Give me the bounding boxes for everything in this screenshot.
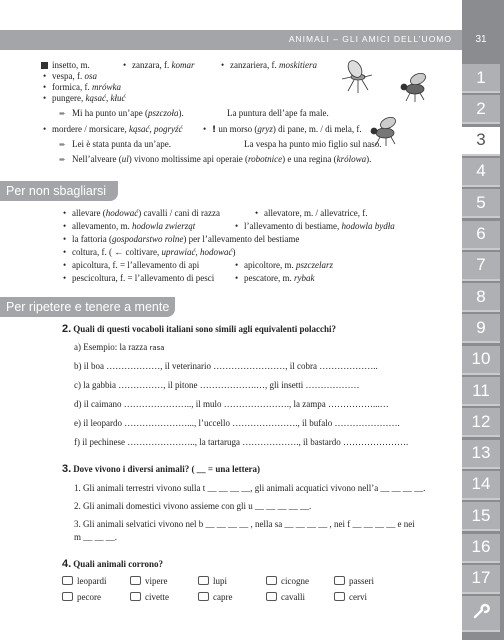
insects-illustration [320, 55, 450, 150]
animal-checkbox-option[interactable] [130, 592, 169, 602]
checkbox-label: capre [213, 592, 233, 602]
animal-checkbox-option[interactable] [334, 592, 367, 602]
animal-checkbox-option[interactable] [198, 576, 227, 586]
chapter-title: ANIMALI – GLI AMICI DELL’UOMO [288, 34, 452, 44]
vocab-row: insetto, m. • zanzara, f. komar • zanzariera, f. moskitiera [52, 60, 90, 71]
exclamation-icon: ! [212, 125, 217, 135]
checkbox-label: passeri [349, 576, 374, 586]
tab-chapter[interactable]: 13 [462, 440, 500, 469]
animal-checkbox-option[interactable] [198, 592, 232, 602]
wrench-icon [472, 602, 490, 625]
exercise-3-line[interactable]: m __ __ __. [74, 532, 118, 542]
checkbox[interactable] [198, 592, 209, 601]
checkbox[interactable] [334, 592, 345, 601]
section-title-per-ripetere: Per ripetere e tenere a mente [0, 297, 175, 317]
animal-checkbox-option[interactable] [130, 576, 168, 586]
chapter-tabs [462, 0, 504, 640]
exercise-2-example: a) Esempio: la razza rasa [74, 342, 165, 352]
checkbox-label: pecore [77, 592, 101, 602]
tab-chapter[interactable]: 4 [462, 158, 500, 187]
checkbox-label: cicogne [281, 576, 309, 586]
checkbox[interactable] [130, 592, 141, 601]
exercise-2-line[interactable]: b) il boa ………………, il veterinario ……………………, il cobra ……………….. [74, 361, 378, 371]
checkbox-label: cavalli [281, 592, 305, 602]
exercise-2-line[interactable]: f) il pechinese ………………….., la tartaruga ………………., il bastardo …………………. [74, 437, 409, 447]
animal-checkbox-option[interactable] [334, 576, 374, 586]
vocab-row: • vespa, f. osa [52, 71, 97, 82]
checkbox-label: cervi [349, 592, 367, 602]
checkbox[interactable] [62, 576, 73, 585]
tab-chapter[interactable]: 15 [462, 502, 500, 531]
vocab-row: • pungere, kąsać, kłuć [52, 93, 125, 104]
arrow-right-icon: ➨ [59, 109, 66, 118]
vocab-example: ➨ Nell’alveare (ul) vivono moltissime api operaie (robotnice) e una regina (królowa). [59, 154, 372, 164]
tab-chapter[interactable]: 11 [462, 377, 500, 406]
tab-chapter[interactable]: 8 [462, 283, 500, 312]
tab-chapter[interactable]: 7 [462, 252, 500, 281]
tab-chapter[interactable]: 14 [462, 471, 500, 500]
tab-chapter[interactable]: 6 [462, 221, 500, 250]
tab-chapter[interactable]: 5 [462, 189, 500, 218]
checkbox-label: leopardi [77, 576, 107, 586]
exercise-2-line[interactable]: e) il leopardo …………………..., l’uccello …………………., il bufalo …………………. [74, 418, 400, 428]
tab-chapter[interactable]: 9 [462, 314, 500, 343]
exercise-3-line[interactable]: 1. Gli animali terrestri vivono sulla t __ __ __ __, gli animali acquatici vivono nell’a __ __ __ __. [74, 483, 426, 493]
checkbox[interactable] [62, 592, 73, 601]
exercise-3-line[interactable]: 3. Gli animali selvatici vivono nel b __ __ __ __ , nella sa __ __ __ __ , nei f __ __ __ __ e nei [74, 519, 415, 529]
tab-chapter[interactable]: 3 [462, 127, 500, 156]
wasp-illustration [401, 71, 427, 102]
checkbox[interactable] [198, 576, 209, 585]
chapter-header-bar [0, 30, 462, 50]
animal-checkbox-option[interactable] [62, 576, 107, 586]
square-bullet-icon [41, 62, 48, 69]
mosquito-illustration [342, 58, 372, 93]
arrow-right-icon: ➨ [59, 155, 66, 164]
vocab-example: ➨ Lei è stata punta da un’ape. La vespa ha punto mio figlio sul naso. [59, 139, 382, 149]
tab-chapter[interactable]: 17 [462, 565, 500, 594]
checkbox[interactable] [266, 576, 277, 585]
tab-tools[interactable] [462, 596, 500, 632]
tab-chapter[interactable]: 10 [462, 346, 500, 375]
checkbox-label: lupi [213, 576, 228, 586]
exercise-2-prompt: 2. Quali di questi vocaboli italiani sono simili agli equivalenti polacchi? [62, 323, 336, 335]
checkbox-label: vipere [145, 576, 168, 586]
section-title-per-non-sbagliarsi: Per non sbagliarsi [0, 181, 118, 201]
vocab-row: • formica, f. mrówka [52, 82, 121, 93]
tab-chapter[interactable]: 2 [462, 95, 500, 124]
tab-chapter[interactable]: 1 [462, 64, 500, 93]
vocab-example: ➨ Mi ha punto un’ape (pszczoła). La puntura dell’ape fa male. [59, 108, 329, 118]
exercise-2-line[interactable]: c) la gabbia ……………, il pitone ……………….…, gli insetti ……………… [74, 380, 360, 390]
checkbox-label: civette [145, 592, 169, 602]
example-answer: rasa [149, 344, 165, 352]
tab-chapter[interactable]: 16 [462, 534, 500, 563]
animal-checkbox-option[interactable] [266, 576, 309, 586]
tab-chapter[interactable]: 12 [462, 408, 500, 437]
arrow-right-icon: ➨ [59, 140, 66, 149]
page-number: 31 [475, 34, 487, 45]
vocab-row: • mordere / morsicare, kąsać, pogryźć • ! un morso (gryz) di pane, m. / di mela, f. [52, 124, 182, 135]
exercise-3-line[interactable]: 2. Gli animali domestici vivono assieme con gli u __ __ __ __ __. [74, 501, 312, 511]
checkbox[interactable] [130, 576, 141, 585]
animal-checkbox-option[interactable] [266, 592, 305, 602]
animal-checkbox-option[interactable] [62, 592, 101, 602]
exercise-3-prompt: 3. Dove vivono i diversi animali? ( __ = una lettera) [62, 463, 261, 475]
exercise-4-prompt: 4. Quali animali corrono? [62, 558, 164, 570]
checkbox[interactable] [266, 592, 277, 601]
bee-illustration [371, 115, 397, 146]
checkbox[interactable] [334, 576, 345, 585]
exercise-2-line[interactable]: d) il caimano ………………….., il mulo …………………., la zampa ……………...… [74, 399, 389, 409]
